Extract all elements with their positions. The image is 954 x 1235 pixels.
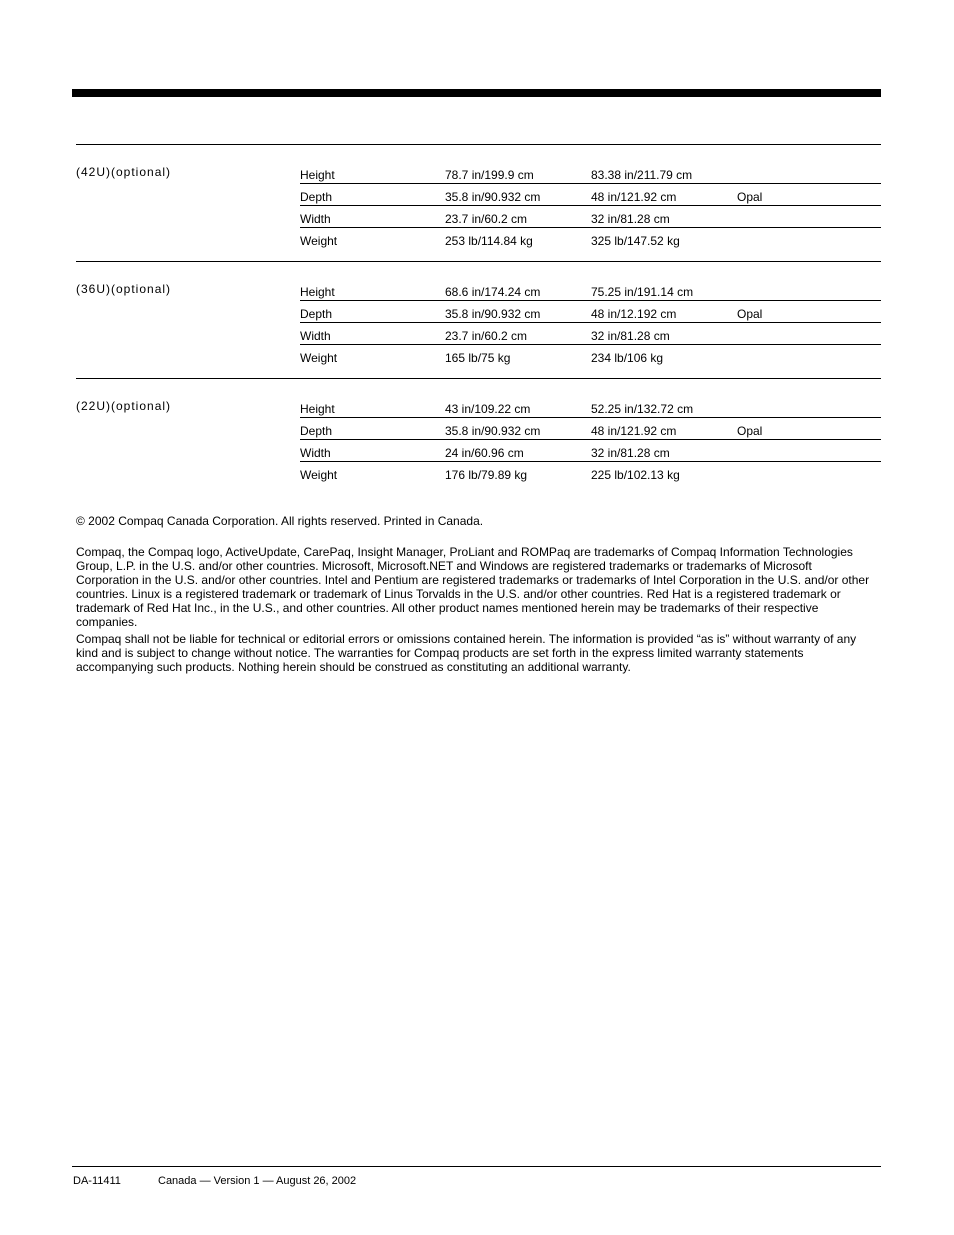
value-b: 32 in/81.28 cm [591,206,737,228]
row-name: Weight [300,234,338,248]
copyright-notice: © 2002 Compaq Canada Corporation. All rights reserved. Printed in Canada. [76,514,484,528]
spec-table [300,396,881,483]
value-c [737,162,881,184]
value-a: 35.8 in/90.932 cm [445,418,591,440]
value-b: 225 lb/102.13 kg [591,468,680,482]
value-c [737,228,881,250]
value-c [737,440,881,462]
value-c [737,279,881,301]
value-c [737,206,881,228]
value-c [737,345,881,367]
value-a: 24 in/60.96 cm [445,440,591,462]
value-b: 32 in/81.28 cm [591,323,737,345]
row-name: Depth [300,418,445,440]
value-a: 68.6 in/174.24 cm [445,279,591,301]
value-a: 165 lb/75 kg [445,351,511,365]
section-label: (22U)(optional) [76,399,172,413]
table-row [300,162,881,184]
row-name: Height [300,279,445,301]
row-name: Depth [300,184,445,206]
row-name: Height [300,396,445,418]
rack-section-42u [76,144,881,262]
value-a: 253 lb/114.84 kg [445,234,533,248]
table-row [300,440,881,462]
value-a: 23.7 in/60.2 cm [445,206,591,228]
rack-section-36u [76,261,881,379]
table-row [300,228,881,250]
value-c: Opal [737,301,881,323]
table-row [300,323,881,345]
row-name: Weight [300,351,338,365]
value-a: 43 in/109.22 cm [445,396,591,418]
footer-version: Canada — Version 1 — August 26, 2002 [158,1175,357,1187]
spec-table [300,279,881,366]
row-name: Width [300,440,445,462]
value-c [737,396,881,418]
table-row [300,396,881,418]
table-row [300,418,881,440]
value-b: 325 lb/147.52 kg [591,234,680,248]
value-a: 23.7 in/60.2 cm [445,323,591,345]
table-row [300,301,881,323]
footer-rule [72,1166,881,1167]
value-b: 52.25 in/132.72 cm [591,396,737,418]
row-name: Height [300,162,445,184]
row-name: Depth [300,301,445,323]
rack-section-22u [76,378,881,489]
value-c: Opal [737,418,881,440]
value-b: 75.25 in/191.14 cm [591,279,737,301]
trademarks-notice: Compaq, the Compaq logo, ActiveUpdate, CarePaq, Insight Manager, ProLiant and ROMPaq are trademarks of Compaq Information Technologies Group, L.P. in the U.S. and/or other countries. Microsoft, Microsoft.NET and Windows are registered trademarks or trademarks of Microsoft Corporation in the U.S. and/or other countries. Intel and Pentium are registered trademarks or trademarks of Intel Corporation in the U.S. and/or other countries. Linux is a registered trademark or trademark of Linus Torvalds in the U.S. and/or other countries. Red Hat is a registered trademark or trademark of Red Hat Inc., in the U.S., and other countries. All other product names mentioned herein may be trademarks of their respective companies. [76,545,870,629]
value-a: 78.7 in/199.9 cm [445,162,591,184]
header-rule [72,89,881,97]
table-row [300,184,881,206]
table-row [300,345,881,367]
value-b: 48 in/12.192 cm [591,301,737,323]
row-name: Weight [300,468,338,482]
value-b: 83.38 in/211.79 cm [591,162,737,184]
table-row [300,206,881,228]
value-c [737,323,881,345]
value-b: 48 in/121.92 cm [591,184,737,206]
section-label: (36U)(optional) [76,282,172,296]
section-label: (42U)(optional) [76,165,172,179]
row-name: Width [300,323,445,345]
table-row [300,462,881,484]
table-row [300,279,881,301]
value-b: 234 lb/106 kg [591,351,664,365]
value-a: 35.8 in/90.932 cm [445,184,591,206]
value-c: Opal [737,184,881,206]
row-name: Width [300,206,445,228]
value-c [737,462,881,484]
value-b: 48 in/121.92 cm [591,418,737,440]
value-a: 35.8 in/90.932 cm [445,301,591,323]
footer-doc-id: DA-11411 [73,1175,121,1187]
spec-table [300,162,881,249]
value-a: 176 lb/79.89 kg [445,468,528,482]
value-b: 32 in/81.28 cm [591,440,737,462]
disclaimer-notice: Compaq shall not be liable for technical or editorial errors or omissions contained herein. The information is provided “as is” without warranty of any kind and is subject to change without notice. The warranties for Compaq products are set forth in the express limited warranty statements accompanying such products. Nothing herein should be construed as constituting an additional warranty. [76,632,857,674]
